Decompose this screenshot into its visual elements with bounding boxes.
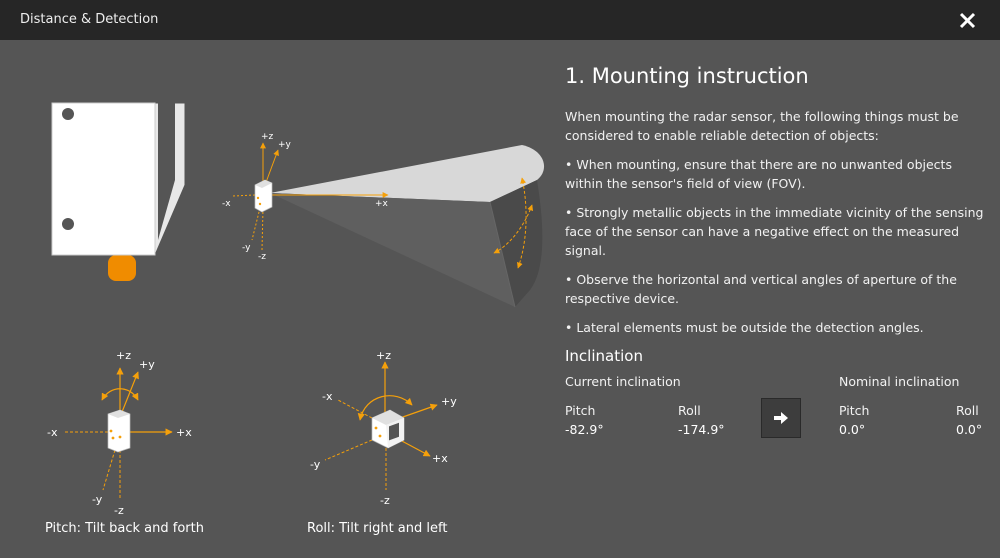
pitch-axis-label: +x [176, 426, 192, 439]
nominal-roll-value: 0.0° [956, 422, 983, 437]
nominal-inclination-label: Nominal inclination [839, 374, 960, 389]
illustrations [0, 40, 560, 558]
roll-axis-label: -z [380, 494, 390, 507]
roll-axis-label: -x [322, 390, 333, 403]
pitch-axis-label: -x [47, 426, 58, 439]
instruction-bullet: • Observe the horizontal and vertical angles of aperture of the respective device. [565, 272, 957, 306]
fov-axis-label: -x [222, 199, 231, 209]
pitch-axis-label: +z [116, 349, 131, 362]
fov-axis-label: +z [261, 132, 274, 142]
nominal-pitch-label: Pitch [839, 403, 870, 418]
instruction-paragraph: When mounting the radar sensor, the following things must be considered to enable reliable detection of objects: [565, 109, 959, 143]
roll-illustration [310, 349, 457, 507]
fov-axis-label: -z [258, 252, 266, 262]
pitch-illustration [47, 349, 192, 517]
arrow-right-icon [774, 412, 788, 424]
roll-axis-label: +z [376, 349, 391, 362]
instruction-bullet: • Lateral elements must be outside the detection angles. [565, 320, 924, 335]
fov-axis-label: +x [375, 199, 388, 209]
title-bar [0, 0, 1000, 40]
pitch-axis-label: +y [139, 358, 155, 371]
page-title: 1. Mounting instruction [565, 64, 809, 88]
close-icon [952, 6, 982, 34]
instruction-bullet: • Strongly metallic objects in the immediate vicinity of the sensing face of the sensor can have a negative effect on the measured signal. [565, 205, 984, 258]
current-pitch-value: -82.9° [565, 422, 604, 437]
close-button[interactable] [952, 6, 982, 34]
nominal-roll-label: Roll [956, 403, 979, 418]
pitch-axis-label: -z [114, 504, 124, 517]
fov-illustration [222, 132, 544, 307]
current-roll-value: -174.9° [678, 422, 725, 437]
pitch-axis-label: -y [92, 493, 103, 506]
apply-inclination-button[interactable] [761, 398, 801, 438]
fov-axis-label: -y [242, 243, 251, 253]
pitch-caption: Pitch: Tilt back and forth [45, 521, 204, 536]
current-inclination-label: Current inclination [565, 374, 681, 389]
window-title: Distance & Detection [20, 12, 159, 27]
nominal-pitch-value: 0.0° [839, 422, 866, 437]
inclination-title: Inclination [565, 347, 643, 365]
roll-axis-label: +x [432, 452, 448, 465]
sensor-front-illustration [52, 103, 185, 281]
instruction-bullet: • When mounting, ensure that there are no unwanted objects within the sensor's field of view (FOV). [565, 157, 952, 191]
roll-axis-label: -y [310, 458, 321, 471]
current-roll-label: Roll [678, 403, 701, 418]
fov-axis-label: +y [278, 140, 291, 150]
roll-axis-label: +y [441, 395, 457, 408]
current-pitch-label: Pitch [565, 403, 596, 418]
roll-caption: Roll: Tilt right and left [307, 521, 448, 536]
